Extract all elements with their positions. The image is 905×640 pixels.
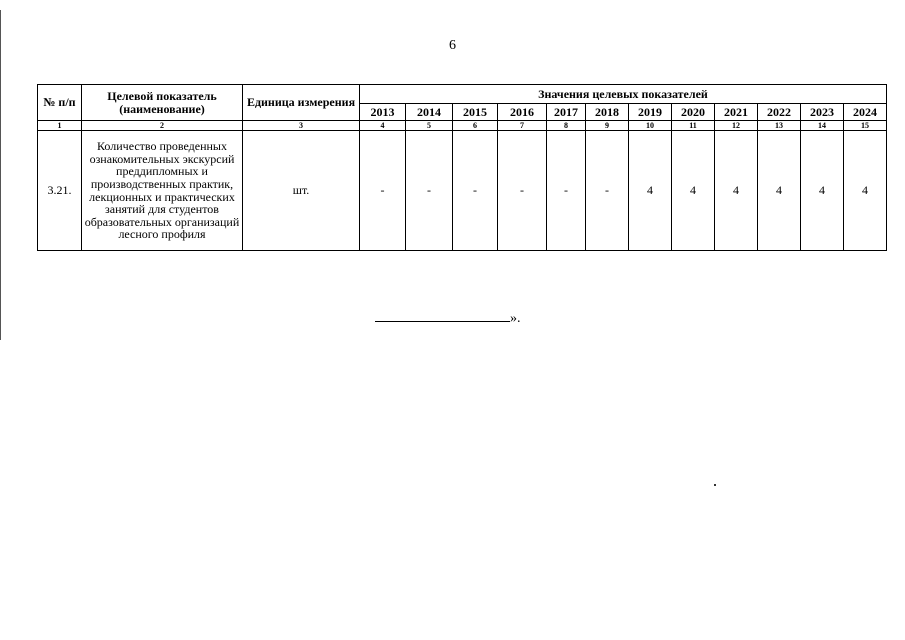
year-header: 2017	[547, 104, 586, 121]
column-number: 13	[758, 121, 801, 131]
value-cell: 4	[758, 131, 801, 251]
target-indicators-table	[37, 84, 887, 251]
column-number: 4	[360, 121, 406, 131]
year-header: 2013	[360, 104, 406, 121]
header-num: № п/п	[38, 85, 82, 121]
column-number: 3	[243, 121, 360, 131]
column-number: 1	[38, 121, 82, 131]
closing-quote: ».	[510, 311, 521, 326]
table-row	[38, 131, 887, 251]
value-cell: 4	[844, 131, 887, 251]
value-cell: -	[360, 131, 406, 251]
column-number: 10	[629, 121, 672, 131]
column-number-row	[38, 121, 887, 131]
indicator-name: Количество проведенных ознакомительных экскурсий преддипломных и производственных практик, лекционных и практических занятий для студентов образовательных организаций лесного профиля	[82, 131, 243, 251]
column-number: 15	[844, 121, 887, 131]
year-header: 2019	[629, 104, 672, 121]
signature-line	[375, 309, 510, 322]
year-header: 2021	[715, 104, 758, 121]
column-number: 11	[672, 121, 715, 131]
value-cell: 4	[672, 131, 715, 251]
value-cell: 4	[629, 131, 672, 251]
column-number: 6	[453, 121, 498, 131]
year-header: 2015	[453, 104, 498, 121]
header-indicator: Целевой показатель (наименование)	[82, 85, 243, 121]
column-number: 7	[498, 121, 547, 131]
page-number: 6	[449, 38, 456, 53]
column-number: 14	[801, 121, 844, 131]
year-header: 2020	[672, 104, 715, 121]
value-cell: -	[406, 131, 453, 251]
column-number: 2	[82, 121, 243, 131]
column-number: 8	[547, 121, 586, 131]
scan-speck	[714, 484, 716, 486]
year-header: 2023	[801, 104, 844, 121]
value-cell: 4	[801, 131, 844, 251]
value-cell: 4	[715, 131, 758, 251]
unit-value: шт.	[243, 131, 360, 251]
year-header: 2016	[498, 104, 547, 121]
value-cell: -	[453, 131, 498, 251]
column-number: 5	[406, 121, 453, 131]
year-header: 2022	[758, 104, 801, 121]
row-number: 3.21.	[38, 131, 82, 251]
closing-mark	[375, 309, 521, 327]
year-header: 2024	[844, 104, 887, 121]
header-unit: Единица измерения	[243, 85, 360, 121]
year-header: 2018	[586, 104, 629, 121]
value-cell: -	[547, 131, 586, 251]
column-number: 12	[715, 121, 758, 131]
page-edge-line	[0, 10, 1, 340]
value-cell: -	[498, 131, 547, 251]
column-number: 9	[586, 121, 629, 131]
header-values-group: Значения целевых показателей	[360, 85, 887, 104]
value-cell: -	[586, 131, 629, 251]
year-header: 2014	[406, 104, 453, 121]
